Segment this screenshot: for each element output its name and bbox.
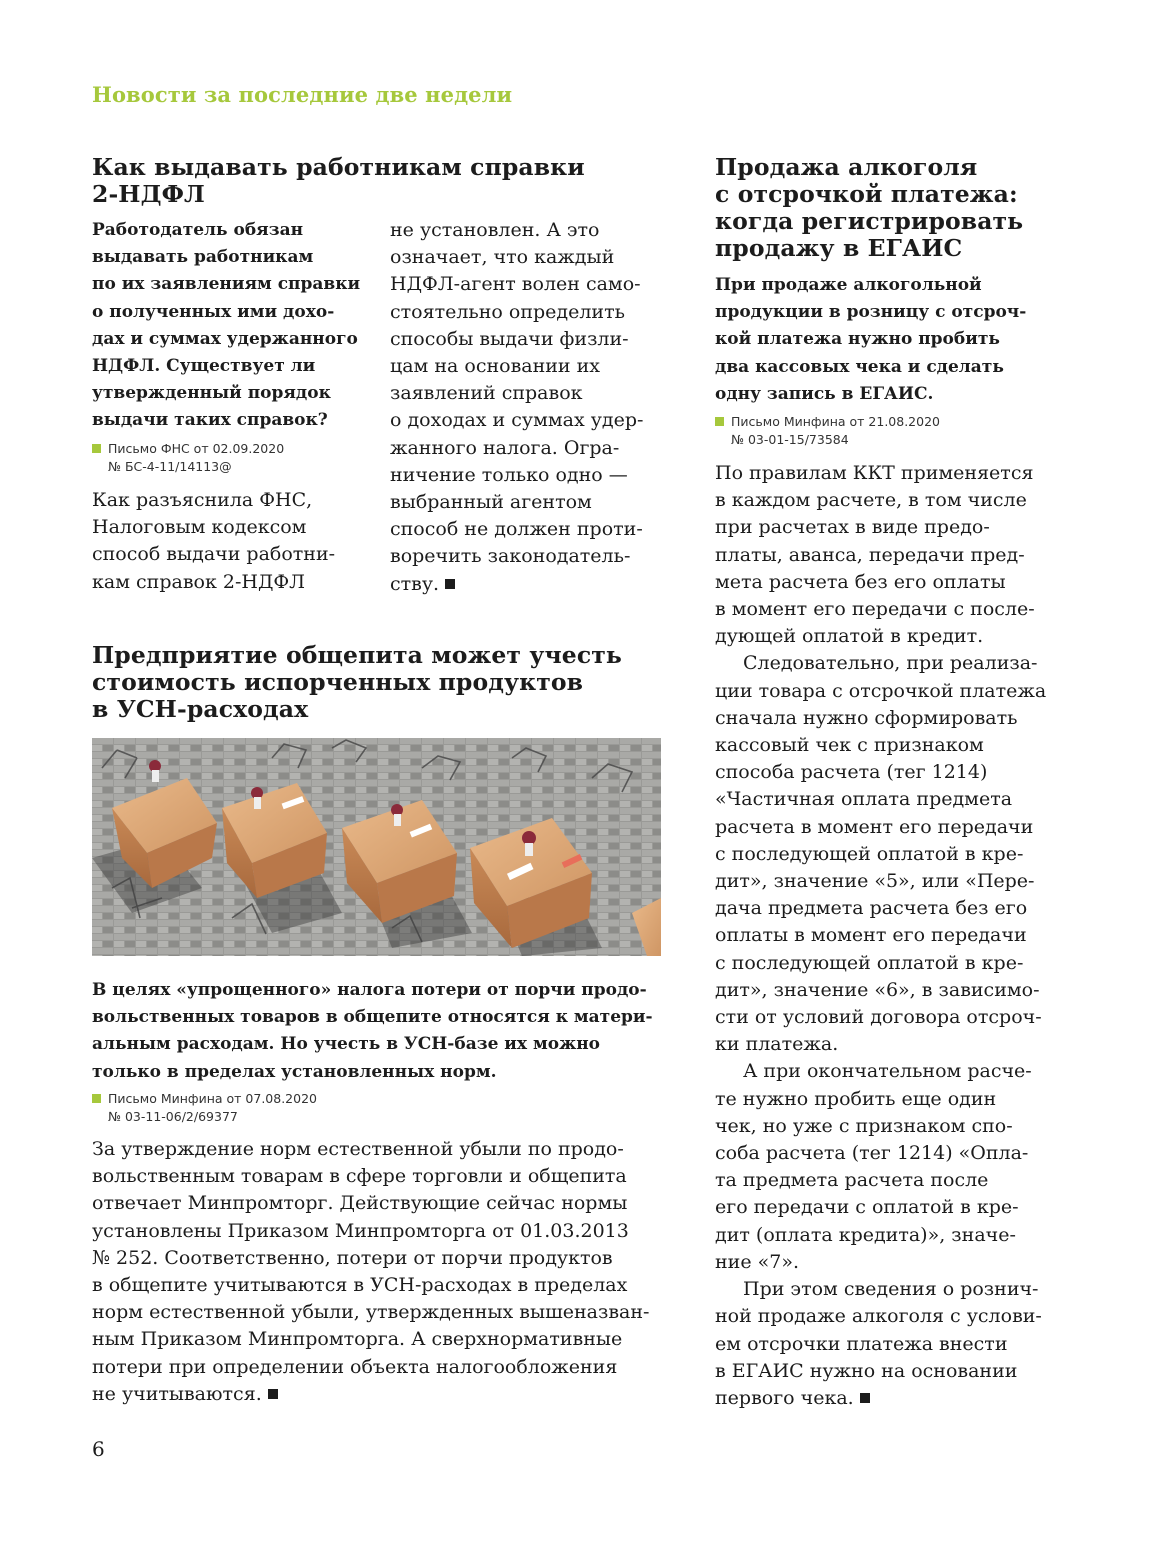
article3-title: Продажа алкоголя с отсрочкой платежа: когда регистрировать продажу в ЕГАИС — [715, 153, 1024, 262]
article1-source: Письмо ФНС от 02.09.2020 № БС-4-11/14113@ — [92, 440, 284, 476]
green-square-bullet — [92, 1094, 101, 1103]
end-of-article-mark — [268, 1389, 278, 1399]
paragraph: По правилам ККТ применяется в каждом расчете, в том числе при расчетах в виде предо- платы, аванса, передачи пред- мета расчета без его оплаты в момент его передачи с после- дующей оплатой в кредит. — [715, 462, 1035, 648]
article1-body-right: не установлен. А это означает, что каждый НДФЛ-агент волен само- стоятельно определить способы выдачи физли- цам на основании их заявлений справок о доходах и суммах удер- жанного налога. Огра- ничение только одно — выбранный агентом способ не должен проти- воречить законодатель- ству. — [390, 219, 644, 595]
paragraph: При этом сведения о рознич- ной продаже алкоголя с услови- ем отсрочки платежа внести в ЕГАИС нужно на основании первого чека. — [715, 1278, 1042, 1409]
article2-lead: В целях «упрощенного» налога потери от порчи продо- вольственных товаров в общепите относятся к матери- альным расходам. Но учесть в УСН-базе их можно только в пределах установленных норм. — [92, 980, 653, 1082]
green-square-bullet — [715, 417, 724, 426]
end-of-article-mark — [445, 579, 455, 589]
article2-source: Письмо Минфина от 07.08.2020 № 03-11-06/2/69377 — [92, 1090, 317, 1126]
article3-lead: При продаже алкогольной продукции в розницу с отсроч- кой платежа нужно пробить два кассовых чека и сделать одну запись в ЕГАИС. — [715, 275, 1027, 404]
article1-body-left: Как разъяснила ФНС, Налоговым кодексом способ выдачи работни- кам справок 2-НДФЛ — [92, 489, 336, 593]
article3-body — [715, 460, 1060, 1412]
section-label: Новости за последние две недели — [92, 82, 513, 107]
cafe-tables-photo — [92, 738, 661, 956]
paragraph: Следовательно, при реализа- ции товара с отсрочкой платежа сначала нужно сформировать кассовый чек с признаком способа расчета (тег 1214) «Частичная оплата предмета расчета в момент его передачи с последующей оплатой в кре- дит», значение «5», или «Пере- дача предмета расчета без его оплаты в момент его передачи с последующей оплатой в кре- дит», значение «6», в зависимо- сти от условий договора отсроч- ки платежа. — [715, 652, 1047, 1056]
page-number: 6 — [92, 1437, 105, 1461]
article1-lead: Работодатель обязан выдавать работникам по их заявлениям справки о полученных ими дохо- дах и суммах удержанного НДФЛ. Существует ли утвержденный порядок выдачи таких справок? — [92, 220, 361, 431]
article3-source: Письмо Минфина от 21.08.2020 № 03-01-15/73584 — [715, 413, 940, 449]
paragraph: А при окончательном расче- те нужно пробить еще один чек, но уже с признаком спо- соба расчета (тег 1214) «Опла- та предмета расчета после его передачи с оплатой в кре- дит (оплата кредита)», значе- ние «7». — [715, 1060, 1032, 1273]
title-line: Как выдавать работникам справки — [92, 153, 585, 181]
article2-title: Предприятие общепита может учесть стоимость испорченных продуктов в УСН-расходах — [92, 641, 622, 723]
article2-body: За утверждение норм естественной убыли по продо- вольственным товарам в сфере торговли и общепита отвечает Минпромторг. Действующие сейчас нормы установлены Приказом Минпромторга от 01.03.2013 № 252. Соответственно, потери от порчи продуктов в общепите учитываются в УСН-расходах в пределах норм естественной убыли, утвержденных вышеназван- ным Приказом Минпромторга. А сверхнормативные потери при определении объекта налогообложения не учитываются. — [92, 1138, 650, 1405]
end-of-article-mark — [860, 1393, 870, 1403]
green-square-bullet — [92, 444, 101, 453]
article1-title — [92, 154, 585, 208]
title-line: 2-НДФЛ — [92, 180, 205, 208]
